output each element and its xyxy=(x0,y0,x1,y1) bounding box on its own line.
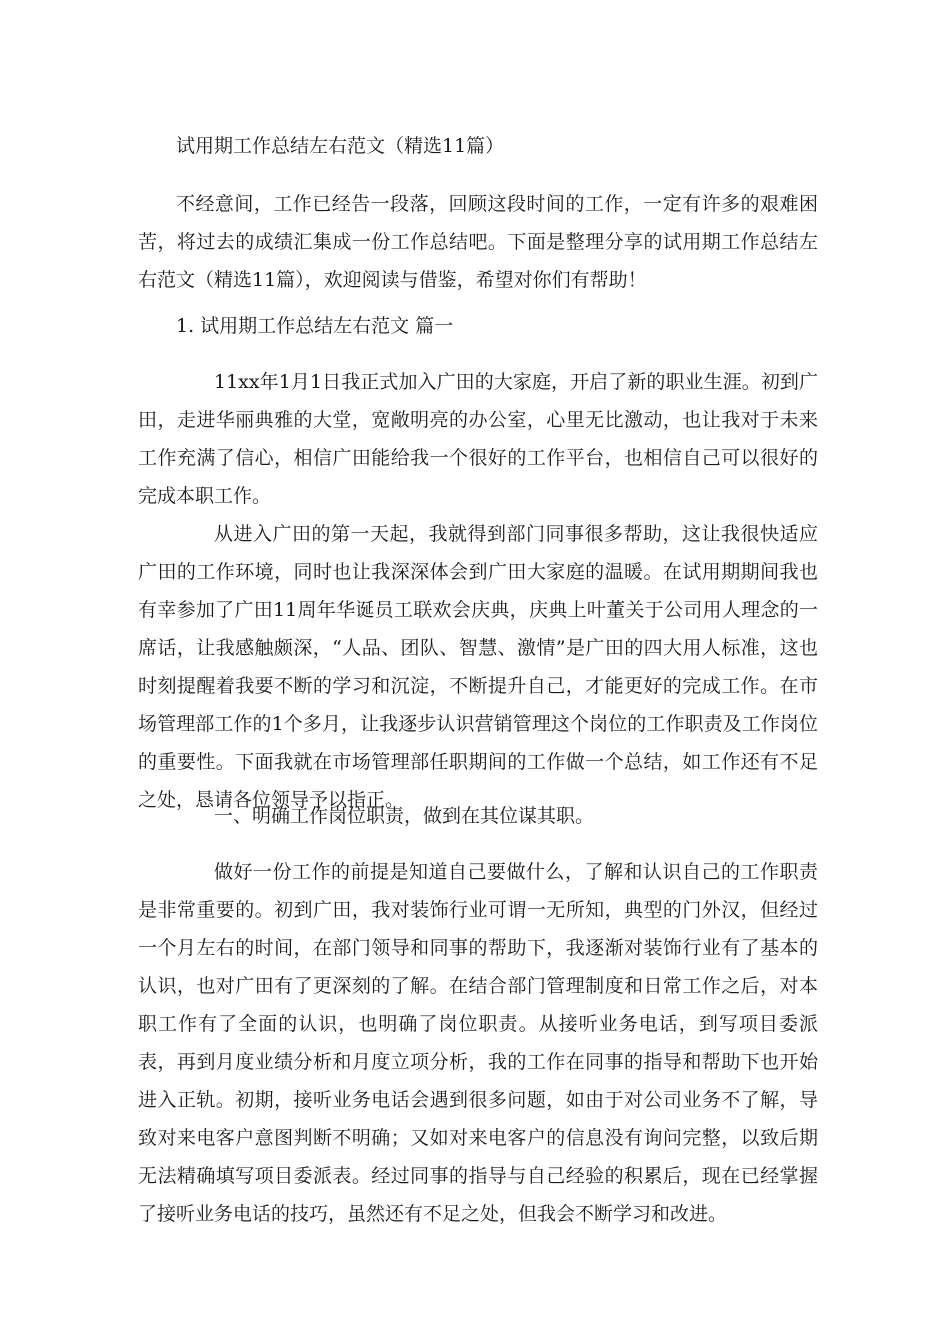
document-title: 试用期工作总结左右范文（精选11篇） xyxy=(176,135,505,157)
body-paragraph-3: 做好一份工作的前提是知道自己要做什么，了解和认识自己的工作职责是非常重要的。初到广田，我对装饰行业可谓一无所知，典型的门外汉，但经过一个月左右的时间，在部门领导和同事的帮助下，我逐渐对装饰行业有了基本的认识，也对广田有了更深刻的了解。在结合部门管理制度和日常工作之后，对本职工作有了全面的认识，也明确了岗位职责。从接听业务电话，到写项目委派表，再到月度业绩分析和月度立项分析，我的工作在同事的指导和帮助下也开始进入正轨。初期，接听业务电话会遇到很多问题，如由于对公司业务不了解，导致对来电客户意图判断不明确；又如对来电客户的信息没有询问完整，以致后期无法精确填写项目委派表。经过同事的指导与自己经验的积累后，现在已经掌握了接听业务电话的技巧，虽然还有不足之处，但我会不断学习和改进。 xyxy=(138,861,818,1225)
section-heading: 1. 试用期工作总结左右范文 篇一 xyxy=(176,315,454,337)
body-paragraph-2: 从进入广田的第一天起，我就得到部门同事很多帮助，这让我很快适应广田的工作环境，同时也让我深深体会到广田大家庭的温暖。在试用期期间我也有幸参加了广田11周年华诞员工联欢会庆典，庆典上叶董关于公司用人理念的一席话，让我感触颇深，“人品、团队、智慧、激情”是广田的四大用人标准，这也时刻提醒着我要不断的学习和沉淀，不断提升自己，才能更好的完成工作。在市场管理部工作的1个多月，让我逐步认识营销管理这个岗位的工作职责及工作岗位的重要性。下面我就在市场管理部任职期间的工作做一个总结，如工作还有不足之处，恳请各位领导予以指正。 xyxy=(138,523,818,811)
body-paragraph-1: 11xx年1月1日我正式加入广田的大家庭，开启了新的职业生涯。初到广田，走进华丽典雅的大堂，宽敞明亮的办公室，心里无比激动，也让我对于未来工作充满了信心，相信广田能给我一个很好的工作平台，也相信自己可以很好的完成本职工作。 xyxy=(138,371,818,507)
subheading: 一、明确工作岗位职责，做到在其位谋其职。 xyxy=(214,805,595,827)
intro-paragraph: 不经意间，工作已经告一段落，回顾这段时间的工作，一定有许多的艰难困苦，将过去的成绩汇集成一份工作总结吧。下面是整理分享的试用期工作总结左右范文（精选11篇），欢迎阅读与借鉴，希望对你们有帮助！ xyxy=(138,193,818,291)
